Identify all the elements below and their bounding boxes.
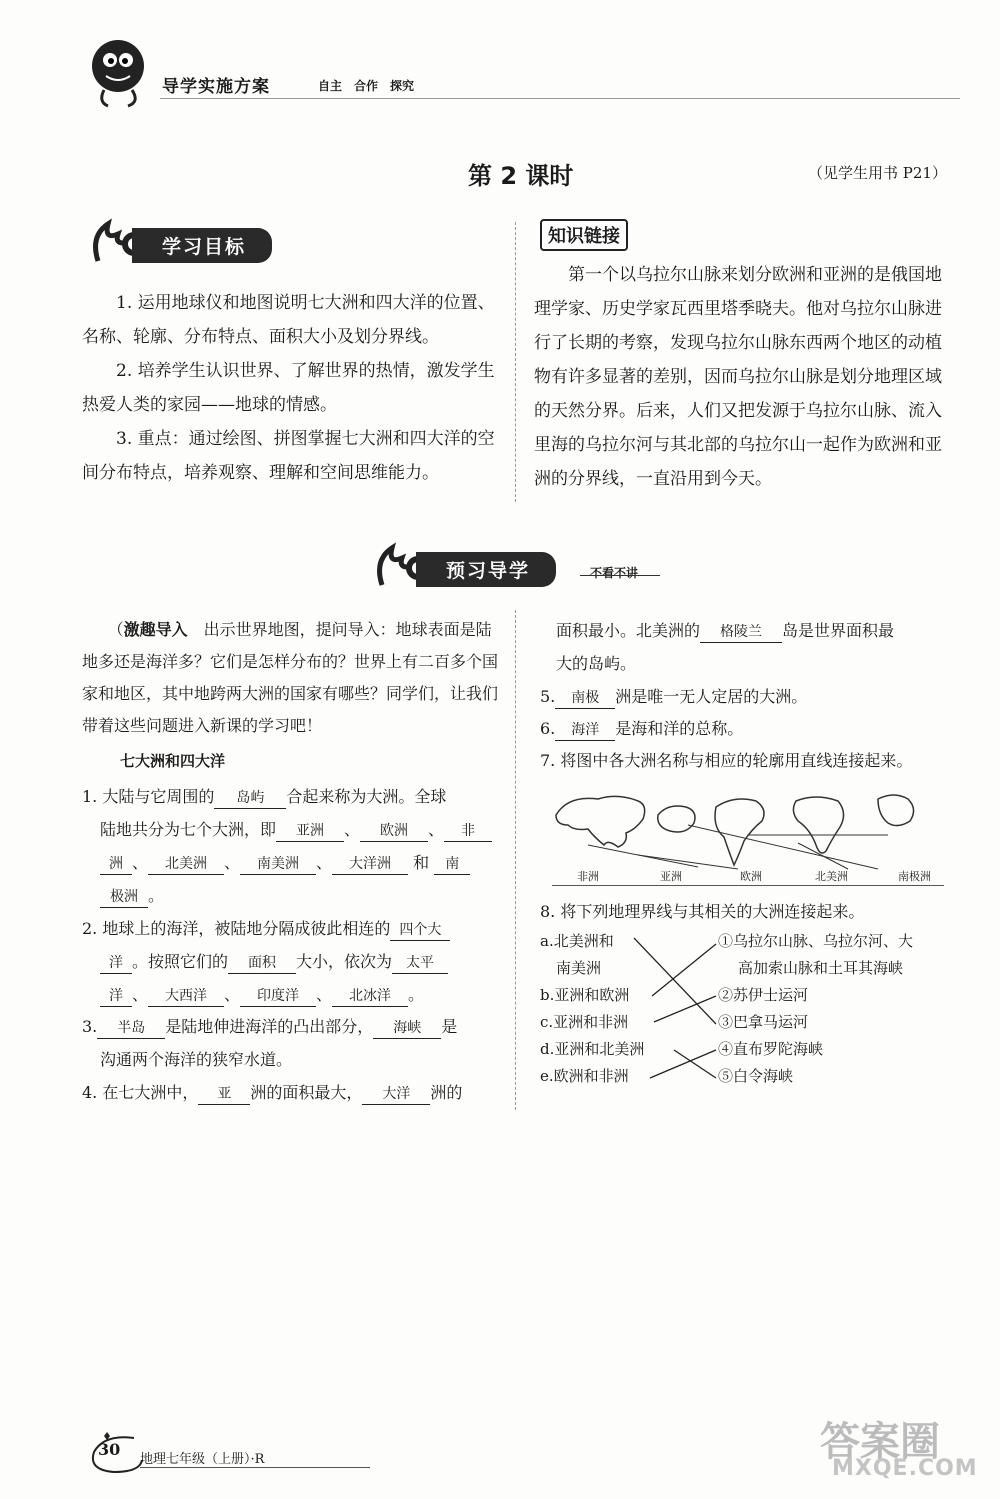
connection-line	[798, 843, 848, 869]
q8-right-item: ①乌拉尔山脉、乌拉尔河、大	[718, 932, 914, 950]
column-divider	[515, 222, 516, 502]
separator: 、	[428, 820, 445, 839]
answer-blank: 海峡	[373, 1018, 441, 1039]
page-number: 30	[98, 1440, 121, 1459]
map-label: 南极洲	[898, 870, 931, 883]
q8-left-item: a.北美洲和	[540, 932, 614, 950]
separator: 、	[224, 985, 241, 1004]
map-label: 亚洲	[660, 870, 682, 883]
q8-right-item: 高加索山脉和土耳其海峡	[738, 959, 904, 977]
book-title: 地理七年级（上册）·R	[140, 1452, 265, 1467]
answer-blank: 极洲	[100, 887, 148, 908]
q2-text: 2. 地球上的海洋，被陆地分隔成彼此相连的	[82, 919, 391, 938]
q1-text: 合起来称为大洲。全球	[286, 787, 447, 806]
europe-outline	[878, 795, 914, 826]
separator: 、	[132, 853, 149, 872]
column-divider	[515, 610, 516, 1110]
question-6	[540, 712, 743, 745]
question-7: 7. 将图中各大洲名称与相应的轮廓用直线连接起来。	[540, 751, 913, 770]
lesson-title: 第 2 课时	[468, 162, 574, 190]
knowledge-link-text: 第一个以乌拉尔山脉来划分欧洲和亚洲的是俄国地理学家、历史学家瓦西里塔季晓夫。他对乌拉尔山脉进行了长期的考察，发现乌拉尔山脉东西两个地区的动植物有许多显著的差别，因而乌拉尔山脉是划分地理区域的天然分界。后来，人们又把发源于乌拉尔山脉、流入里海的乌拉尔河与其北部的乌拉尔山一起作为欧洲和亚洲的分界线，一直沿用到今天。	[534, 265, 942, 489]
answer-blank: 南极	[555, 688, 615, 709]
intro-bracket: （	[107, 620, 124, 639]
knowledge-link-label: 知识链接	[540, 219, 628, 251]
intro-tag: 激趣导入	[123, 620, 188, 639]
q4-text: 4. 在七大洲中，	[82, 1083, 199, 1102]
answer-blank: 北冰洋	[332, 986, 408, 1007]
q8-right-item: ④直布罗陀海峡	[718, 1040, 824, 1058]
q8-left-item: c.亚洲和非洲	[540, 1013, 629, 1031]
q5-text: 5.	[540, 687, 556, 706]
answer-blank: 四个大	[390, 920, 450, 941]
q5-text: 洲是唯一无人定居的大洲。	[615, 687, 808, 706]
preview-note: 不看不讲	[590, 566, 639, 580]
answer-blank: 大西洋	[148, 986, 224, 1007]
answer-blank: 洋	[100, 986, 132, 1007]
q2-text: 。	[408, 985, 425, 1004]
header-subtitle: 自主 合作 探究	[318, 79, 415, 93]
q3-text: 3.	[82, 1017, 98, 1036]
q8-left-item: d.亚洲和北美洲	[540, 1040, 645, 1058]
question-4-continued	[540, 614, 970, 680]
q2-text: 大小，依次为	[296, 952, 393, 971]
q3-text: 是陆地伸进海洋的凸出部分，	[165, 1017, 374, 1036]
question-1	[82, 780, 512, 912]
header-title: 导学实施方案	[162, 77, 270, 97]
question-5	[540, 680, 807, 713]
answer-blank: 大洋洲	[332, 854, 408, 875]
answer-blank: 印度洋	[240, 986, 316, 1007]
q4-text: 洲的面积最大，	[250, 1083, 363, 1102]
answer-blank: 太平	[392, 953, 448, 974]
question-8: 8. 将下列地理界线与其相关的大洲连接起来。	[540, 902, 865, 921]
footer-rule	[140, 1467, 370, 1468]
answer-blank: 半岛	[97, 1018, 165, 1039]
goal-item: 2. 培养学生认识世界、了解世界的热情，激发学生热爱人类的家园——地球的情感。	[82, 361, 495, 415]
map-label: 北美洲	[815, 870, 848, 883]
connection-line	[654, 996, 716, 1022]
intro-paragraph	[82, 614, 502, 742]
mascot-icon	[78, 30, 158, 110]
answer-blank: 欧洲	[360, 821, 428, 842]
goals-banner	[88, 216, 318, 262]
separator: 、	[224, 853, 241, 872]
q8-right-item: ③巴拿马运河	[718, 1013, 809, 1031]
separator: 、	[316, 853, 333, 872]
q4-text: 岛是世界面积最	[782, 621, 895, 640]
goals-banner-label: 学习目标	[132, 228, 272, 263]
preview-banner-label: 预习导学	[416, 552, 556, 587]
lesson-reference: （见学生用书 P21）	[808, 164, 947, 182]
answer-blank: 海洋	[555, 720, 615, 741]
q8-left-item: 南美洲	[556, 959, 602, 977]
answer-blank: 北美洲	[148, 854, 224, 875]
answer-blank: 面积	[228, 953, 296, 974]
q1-text: 和	[413, 853, 430, 872]
q8-left-item: b.亚洲和欧洲	[540, 986, 630, 1004]
section-title: 七大洲和四大洋	[120, 752, 226, 770]
q8-right-item: ②苏伊士运河	[718, 986, 809, 1004]
q2-text: 。按照它们的	[132, 952, 229, 971]
answer-blank: 亚洲	[276, 821, 344, 842]
connection-line	[652, 944, 716, 996]
map-label: 欧洲	[740, 870, 762, 883]
q6-text: 6.	[540, 719, 556, 738]
answer-blank: 大洋	[362, 1084, 430, 1105]
header-divider	[160, 98, 960, 99]
q8-right-column	[718, 928, 913, 1090]
q3-text: 是	[441, 1017, 458, 1036]
connection-line	[688, 825, 878, 869]
asia-europe-outline	[556, 796, 645, 847]
north-america-outline	[715, 799, 764, 865]
q3-text: 沟通两个海洋的狭窄水道。	[100, 1050, 293, 1069]
q1-text: 陆地共分为七个大洲，即	[100, 820, 277, 839]
answer-blank: 洲	[100, 854, 132, 875]
goals-list	[82, 286, 502, 490]
q1-text: 1. 大陆与它周围的	[82, 787, 215, 806]
question-3	[82, 1010, 512, 1076]
answer-blank: 格陵兰	[700, 622, 782, 643]
question-4	[82, 1076, 512, 1109]
antarctica-outline	[658, 806, 695, 832]
watermark-url: MXQE.COM	[832, 1456, 978, 1481]
answer-blank: 洋	[100, 953, 132, 974]
q8-left-item: e.欧洲和非洲	[540, 1067, 629, 1085]
map-label: 非洲	[577, 870, 599, 883]
separator: 、	[316, 985, 333, 1004]
answer-blank: 南美洲	[240, 854, 316, 875]
map-underline	[552, 885, 944, 886]
preview-banner-rule	[580, 575, 660, 576]
goal-item: 1. 运用地球仪和地图说明七大洲和四大洋的位置、名称、轮廓、分布特点、面积大小及划分界线。	[82, 293, 495, 347]
connection-line	[650, 1050, 716, 1078]
goal-item: 3. 重点：通过绘图、拼图掌握七大洲和四大洋的空间分布特点，培养观察、理解和空间思维能力。	[82, 429, 495, 483]
answer-blank: 岛屿	[214, 788, 286, 809]
q1-text: 。	[148, 886, 165, 905]
connection-line	[638, 855, 738, 869]
preview-banner	[372, 540, 672, 586]
q8-connection-lines	[630, 930, 730, 1090]
separator: 、	[344, 820, 361, 839]
q6-text: 是海和洋的总称。	[615, 719, 744, 738]
question-2	[82, 912, 512, 1011]
q8-left-column	[540, 928, 644, 1090]
q4-text: 大的岛屿。	[556, 654, 637, 673]
answer-blank: 南	[434, 854, 470, 875]
answer-blank: 非	[444, 821, 492, 842]
watermark-logo: 答案圈	[820, 1419, 940, 1465]
connection-line	[674, 1050, 716, 1078]
separator: 、	[132, 985, 149, 1004]
connection-line	[634, 938, 716, 1024]
answer-blank: 亚	[198, 1084, 250, 1105]
q4-text: 洲的	[430, 1083, 463, 1102]
q8-right-item: ⑤白令海峡	[718, 1067, 794, 1085]
intro-text: 出示世界地图，提问导入：地球表面是陆地多还是海洋多？它们是怎样分布的？世界上有二百多个国家和地区，其中地跨两大洲的国家有哪些？同学们，让我们带着这些问题进入新课的学习吧！	[82, 620, 499, 735]
q4-text: 面积最小。北美洲的	[556, 621, 701, 640]
